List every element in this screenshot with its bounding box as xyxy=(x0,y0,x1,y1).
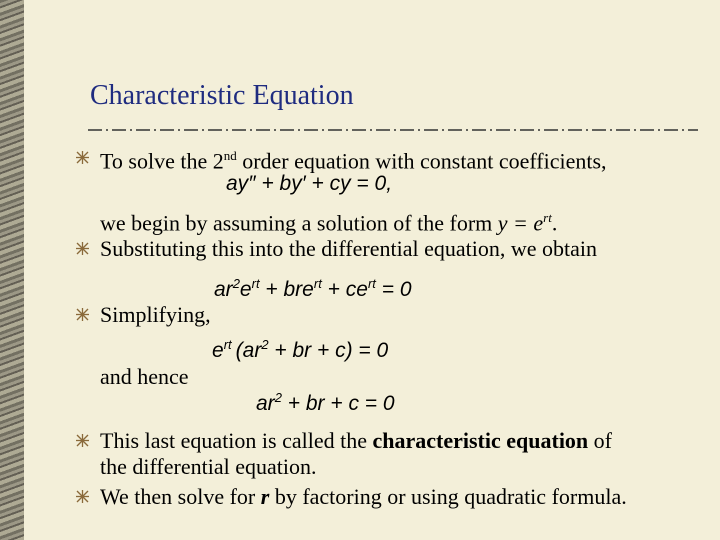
factored-equation: $e^{rt}$ ($ar^2$ + br + c) = 0 xyxy=(212,337,389,362)
cross-bullet-icon xyxy=(76,490,89,503)
definition-line: This last equation is called the characteristic equation of xyxy=(100,428,612,453)
definition-line-cont: the differential equation. xyxy=(100,454,317,479)
substitution-line: Substituting this into the differential equation, we obtain xyxy=(100,236,597,261)
slide-title: Characteristic Equation xyxy=(90,80,354,111)
cross-bullet-icon xyxy=(76,308,89,321)
hence-line: and hence xyxy=(100,364,189,389)
characteristic-equation: $ar^2$ + br + c = 0 xyxy=(256,390,395,415)
substituted-equation: $ar^2e^{rt} + bre^{rt} + ce^{rt} = 0$ xyxy=(214,276,412,301)
marble-border xyxy=(0,0,24,540)
simplifying-line: Simplifying, xyxy=(100,302,211,327)
ode-equation: ay″ + by′ + cy = 0, xyxy=(226,172,393,195)
dash-dot-divider xyxy=(88,127,698,133)
solve-line: We then solve for r by factoring or using quadratic formula. xyxy=(100,484,627,509)
assumption-line: we begin by assuming a solution of the form $y = e^{rt}$. xyxy=(100,210,558,236)
intro-line: To solve the 2nd order equation with constant coefficients, xyxy=(100,148,607,174)
cross-bullet-icon xyxy=(76,151,89,164)
cross-bullet-icon xyxy=(76,434,89,447)
cross-bullet-icon xyxy=(76,242,89,255)
